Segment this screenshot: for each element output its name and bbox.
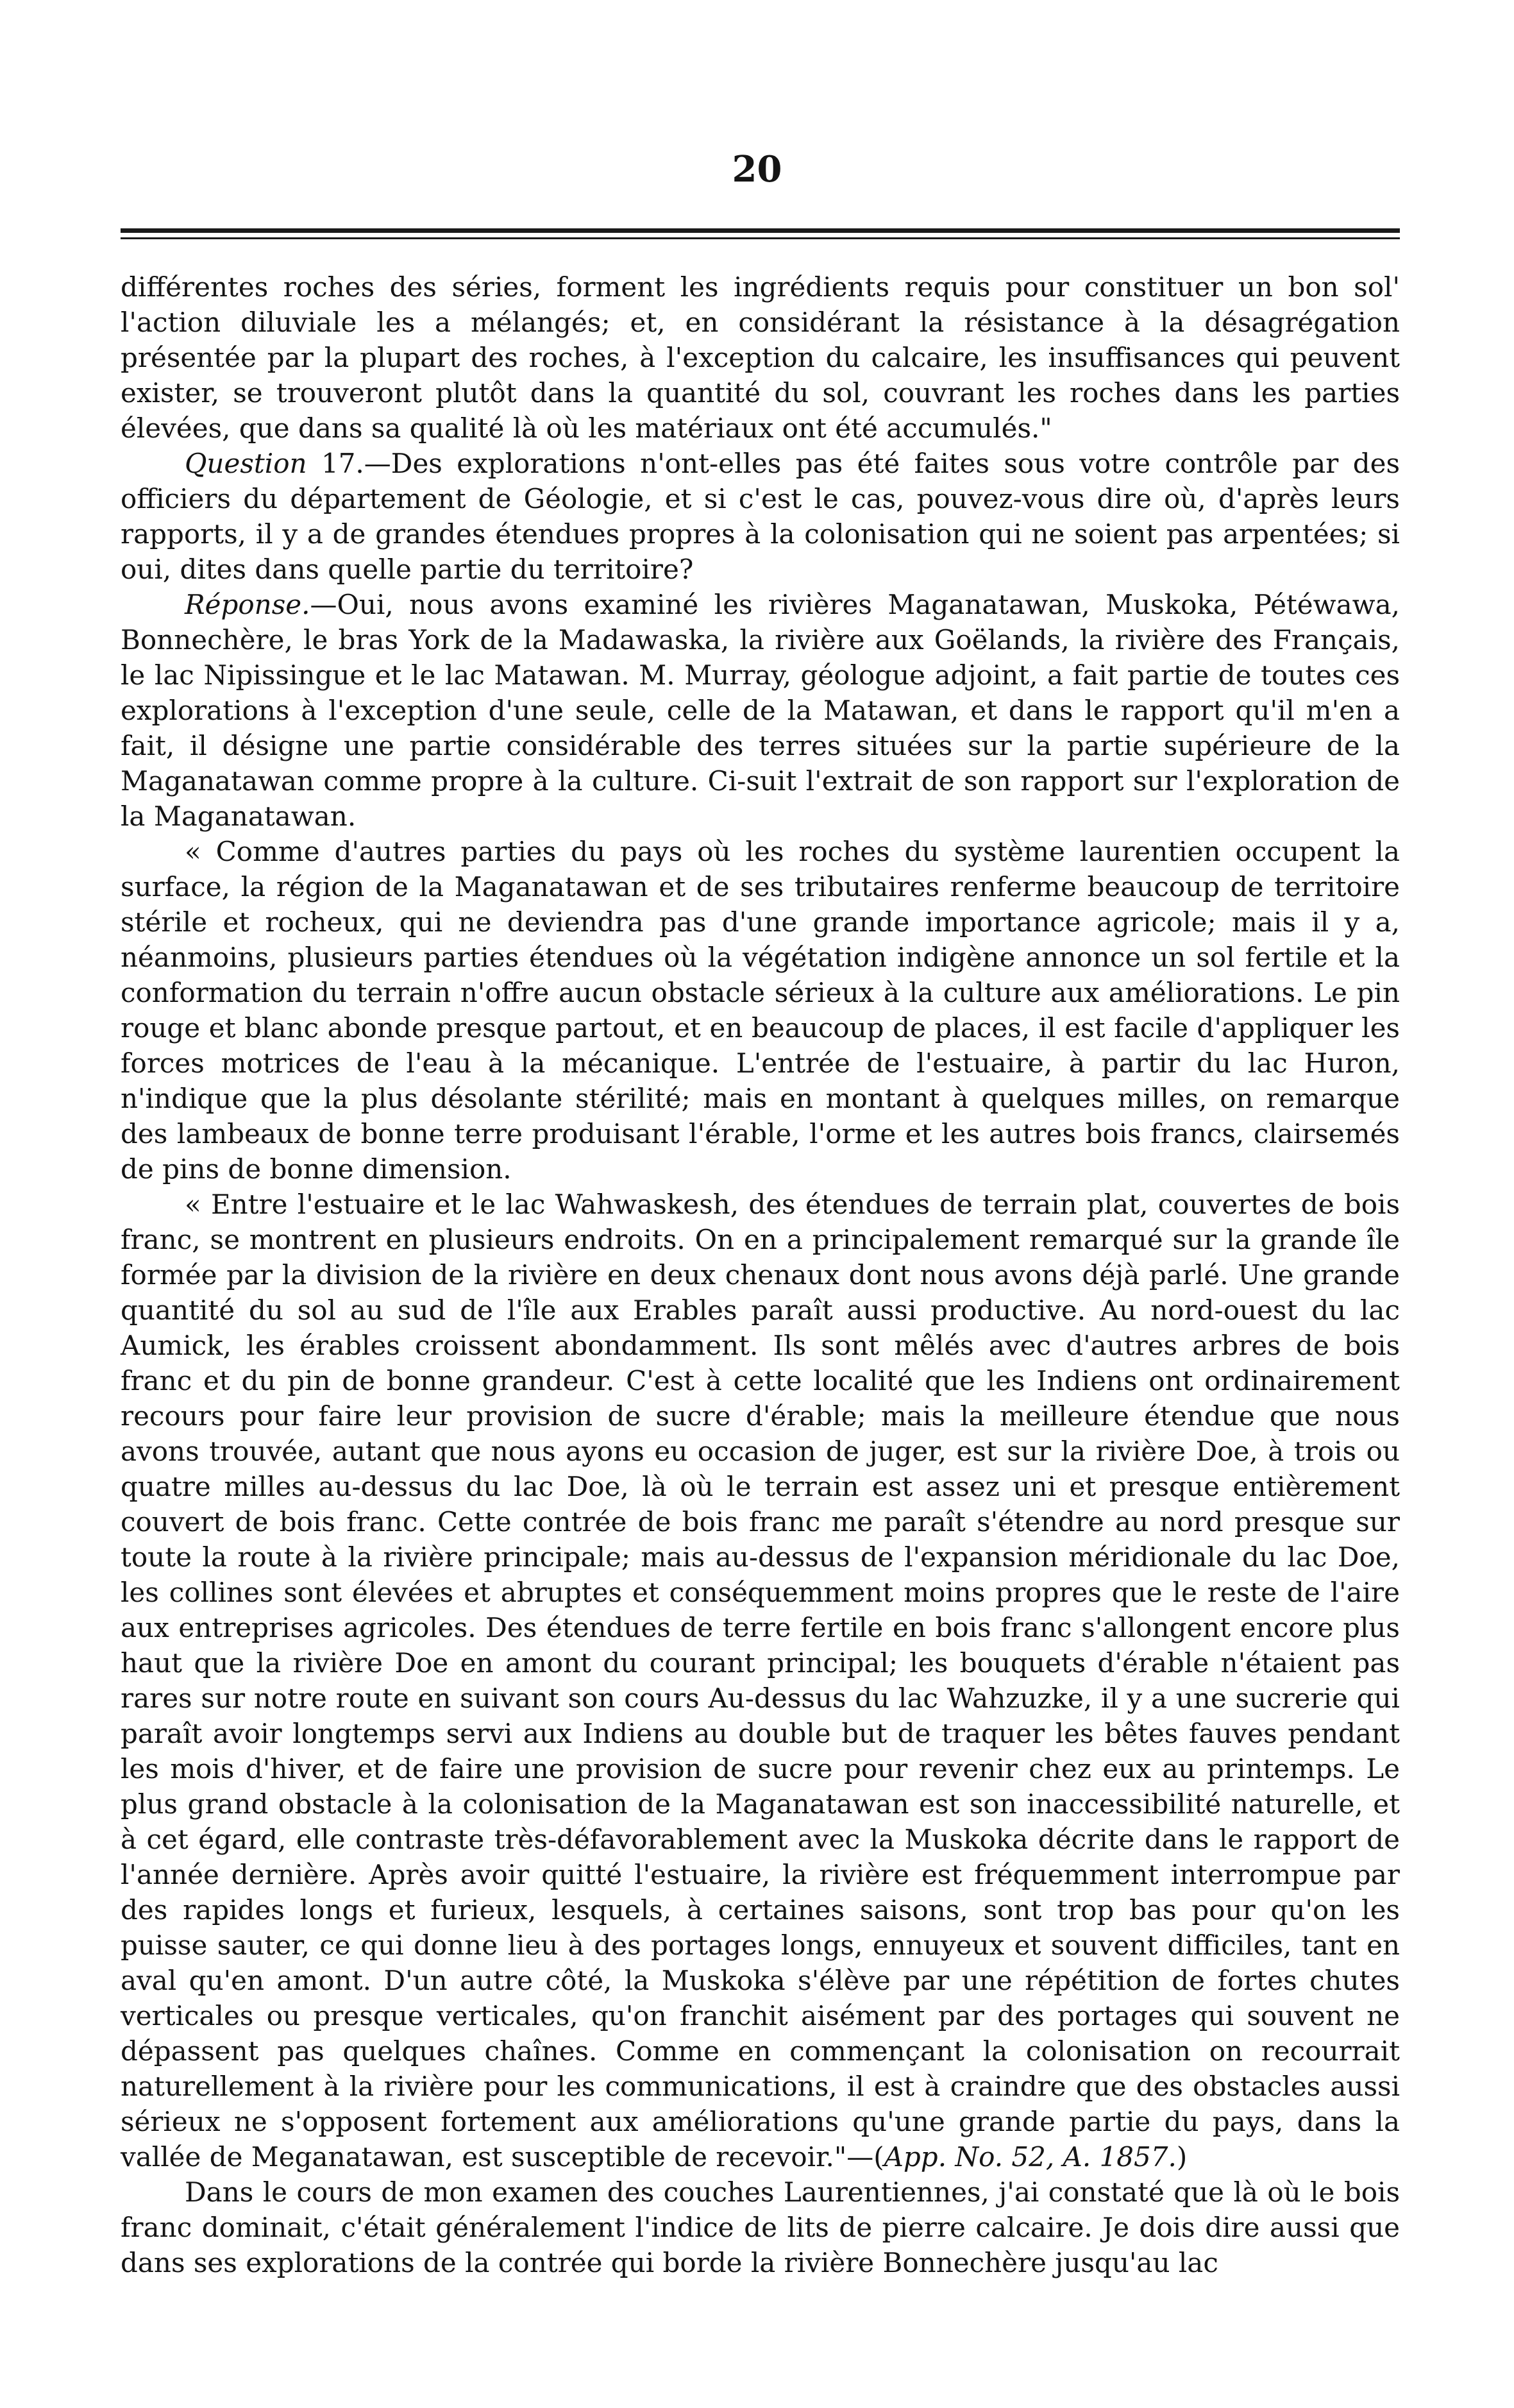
header-rule-thin [121, 237, 1400, 239]
header-rule-thick [121, 228, 1400, 233]
paragraph-quote-1: « Comme d'autres parties du pays où les roches du système laurentien occupent la surface, la région de la Maganatawan et de ses tributaires renferme beaucoup de territoire stérile et rocheux, qui ne deviendra pas d'une grande importance agricole; mais il y a, néanmoins, plusieurs parties étendues où la végétation indigène annonce un sol fertile et la conformation du terrain n'offre aucun obstacle sérieux à la culture aux améliorations. Le pin rouge et blanc abonde presque partout, et en beaucoup de places, il est facile d'appliquer les forces motrices de l'eau à la mécanique. L'entrée de l'estuaire, à partir du lac Huron, n'indique que la plus désolante stérilité; mais en montant à quelques milles, on remarque des lambeaux de bonne terre produisant l'érable, l'orme et les autres bois francs, clairsemés de pins de bonne dimension. [121, 836, 1400, 1185]
appendix-reference: App. No. 52, A. 1857. [884, 2141, 1177, 2173]
body-text [121, 269, 1400, 2280]
quote-2-text: « Entre l'estuaire et le lac Wahwaskesh, des étendues de terrain plat, couvertes de bois franc, se montrent en plusieurs endroits. On en a principalement remarqué sur la grande île formée par la division de la rivière en deux chenaux dont nous avons déjà parlé. Une grande quantité du sol au sud de l'île aux Erables paraît aussi productive. Au nord-ouest du lac Aumick, les érables croissent abondamment. Ils sont mêlés avec d'autres arbres de bois franc et du pin de bonne grandeur. C'est à cette localité que les Indiens ont ordinairement recours pour faire leur provision de sucre d'érable; mais la meilleure étendue que nous avons trouvée, autant que nous ayons eu occasion de juger, est sur la rivière Doe, à trois ou quatre milles au-dessus du lac Doe, là où le terrain est assez uni et presque entièrement couvert de bois franc. Cette contrée de bois franc me paraît s'étendre au nord presque sur toute la route à la rivière principale; mais au-dessus de l'expansion méridionale du lac Doe, les collines sont élevées et abruptes et conséquemment moins propres que le reste de l'aire aux entreprises agricoles. Des étendues de terre fertile en bois franc s'allongent encore plus haut que la rivière Doe en amont du courant principal; les bouquets d'érable n'étaient pas rares sur notre route en suivant son cours Au-dessus du lac Wahzuzke, il y a une sucrerie qui paraît avoir longtemps servi aux Indiens au double but de traquer les bêtes fauves pendant les mois d'hiver, et de faire une provision de sucre pour revenir chez eux au printemps. Le plus grand obstacle à la colonisation de la Maganatawan est son inaccessibilité naturelle, et à cet égard, elle contraste très-défavorablement avec la Muskoka décrite dans le rapport de l'année dernière. Après avoir quitté l'estuaire, la rivière est fréquemment interrompue par des rapides longs et furieux, lesquels, à certaines saisons, sont trop bas pour qu'on les puisse sauter, ce qui donne lieu à des portages longs, ennuyeux et souvent difficiles, tant en aval qu'en amont. D'un autre côté, la Muskoka s'élève par une répétition de fortes chutes verticales ou presque verticales, qu'on franchit aisément par des portages qui souvent ne dépassent pas quelques chaînes. Comme en commençant la colonisation on recourrait naturellement à la rivière pour les communications, il est à craindre que des obstacles aussi sérieux ne s'opposent fortement aux améliorations qu'une grande partie du pays, dans la vallée de Meganatawan, est susceptible de recevoir."—( [121, 1189, 1400, 2173]
question-label: Question [185, 448, 307, 479]
reponse-label: Réponse. [185, 589, 310, 620]
page-number: 20 [732, 148, 782, 191]
paragraph-final: Dans le cours de mon examen des couches Laurentiennes, j'ai constaté que là où le bois franc dominait, c'était généralement l'indice de lits de pierre calcaire. Je dois dire aussi que dans ses explorations de la contrée qui borde la rivière Bonnechère jusqu'au lac [121, 2176, 1400, 2278]
paragraph-1: différentes roches des séries, forment les ingrédients requis pour constituer un bon sol' l'action diluviale les a mélangés; et, en considérant la résistance à la désagrégation présentée par la plupart des roches, à l'exception du calcaire, les insuffisances qui peuvent exister, se trouveront plutôt dans la quantité du sol, couvrant les roches dans les parties élevées, que dans sa qualité là où les matériaux ont été accumulés." [121, 271, 1400, 444]
paragraph-question-17 [121, 446, 1400, 587]
paragraph-reponse [121, 587, 1400, 834]
quote-2-end: ) [1176, 2141, 1188, 2173]
paragraph-quote-2 [121, 1187, 1400, 2175]
reponse-text: —Oui, nous avons examiné les rivières Maganatawan, Muskoka, Pétéwawa, Bonnechère, le bras York de la Madawaska, la rivière aux Goëlands, la rivière des Français, le lac Nipissingue et le lac Matawan. M. Murray, géologue adjoint, a fait partie de toutes ces explorations à l'exception d'une seule, celle de la Matawan, et dans le rapport qu'il m'en a fait, il désigne une partie considérable des terres situées sur la partie supérieure de la Maganatawan comme propre à la culture. Ci-suit l'extrait de son rapport sur l'exploration de la Maganatawan. [121, 589, 1400, 832]
question-text: 17.—Des explorations n'ont-elles pas été faites sous votre contrôle par des officiers du département de Géologie, et si c'est le cas, pouvez-vous dire où, d'après leurs rapports, il y a de grandes étendues propres à la colonisation qui ne soient pas arpentées; si oui, dites dans quelle partie du territoire? [121, 448, 1400, 585]
